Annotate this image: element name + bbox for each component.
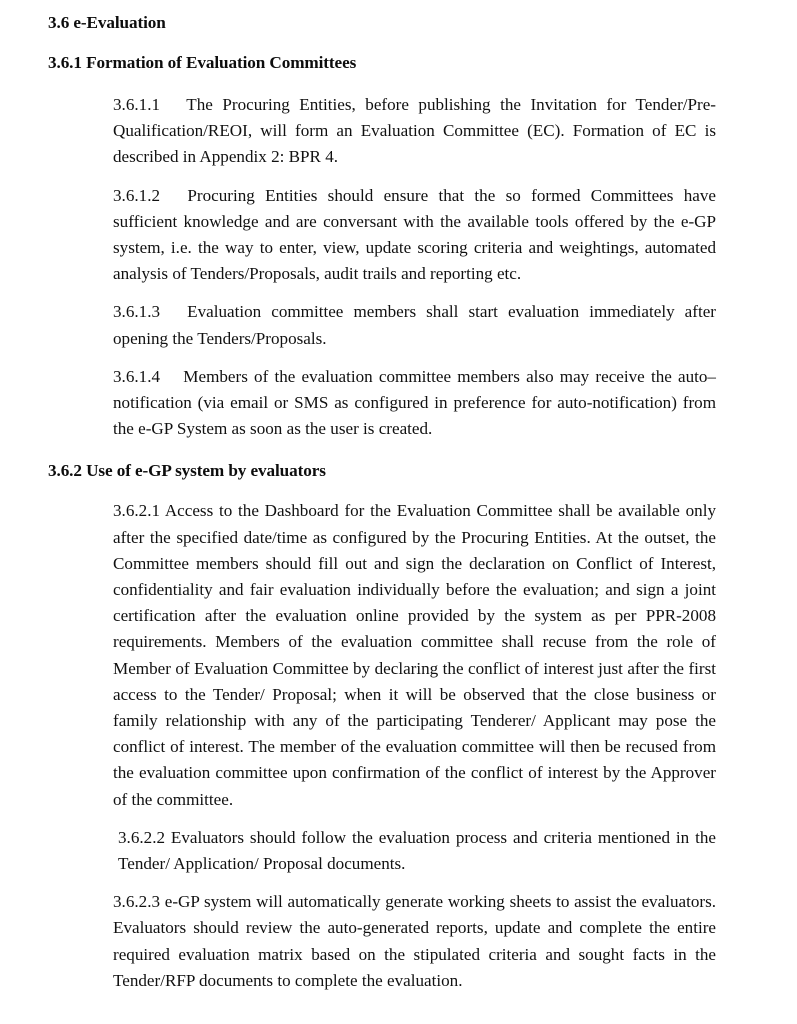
clause-number-gap — [160, 95, 186, 114]
clause-number-gap — [160, 186, 187, 205]
clause-3-6-2-1 — [113, 498, 716, 812]
clause-3-6-1-4 — [113, 364, 716, 443]
clause-number-3-6-1-1: 3.6.1.1 — [113, 95, 161, 114]
clause-text-3-6-2-1: Access to the Dashboard for the Evaluation Committee shall be available only after the specified date/time as configured by the Procuring Entities. At the outset, the Committee members should fill out and sign the declaration on Conflict of Interest, confidentiality and fair evaluation individually before the evaluation; and sign a joint certification after the evaluation online provided by the system as per PPR-2008 requirements. Members of the evaluation committee shall recuse from the role of Member of Evaluation Committee by declaring the conflict of interest just after the first access to the Tender/ Proposal; when it will be observed that the close business or family relationship with any of the participating Tenderer/ Applicant may pose the conflict of interest. The member of the evaluation committee will then be recused from the evaluation committee upon confirmation of the conflict of interest by the Approver of the committee. — [113, 501, 716, 809]
clause-number-gap — [160, 367, 183, 386]
clause-text-3-6-1-1: The Procuring Entities, before publishing the Invitation for Tender/Pre-Qualification/REOI, will form an Evaluation Committee (EC). Formation of EC is described in Appendix 2: BPR 4. — [113, 95, 716, 167]
clause-3-6-1-2 — [113, 183, 716, 288]
clause-text-3-6-1-4: Members of the evaluation committee members also may receive the auto–notification (via email or SMS as configured in preference for auto-notification) from the e-GP System as soon as the user is created. — [113, 366, 716, 439]
clause-number-3-6-2-2: 3.6.2.2 — [118, 827, 166, 847]
clause-text-3-6-2-3: e-GP system will automatically generate working sheets to assist the evaluators. Evaluators should review the auto-generated reports, update and complete the entire required evaluation matrix based on the stipulated criteria and sought facts in the Tender/RFP documents to complete the evaluation. — [113, 892, 716, 990]
subsection-heading-block-3-6-2 — [48, 460, 716, 482]
clause-number-gap — [160, 302, 187, 321]
clause-3-6-1-3 — [113, 299, 716, 351]
subsection-heading-use-of-egp-system-by-evaluators: 3.6.2 Use of e-GP system by evaluators — [48, 461, 326, 481]
clause-text-3-6-1-3: Evaluation committee members shall start evaluation immediately after opening the Tenders/Proposals. — [113, 302, 716, 348]
clause-number-3-6-2-3: 3.6.2.3 — [113, 892, 161, 912]
clause-text-3-6-1-2: Procuring Entities should ensure that the so formed Committees have sufficient knowledge and are conversant with the available tools offered by the e-GP system, i.e. the way to enter, view, update scoring criteria and weightings, automated analysis of Tenders/Proposals, audit trails and reporting etc. — [113, 185, 716, 284]
clause-number-3-6-1-4: 3.6.1.4 — [113, 366, 161, 386]
clause-3-6-2-2 — [118, 825, 716, 877]
clause-number-3-6-1-2: 3.6.1.2 — [113, 185, 161, 205]
clause-number-3-6-1-3: 3.6.1.3 — [113, 302, 161, 322]
clause-3-6-2-3 — [113, 889, 716, 994]
clause-number-3-6-2-1: 3.6.2.1 — [113, 501, 161, 521]
subsection-heading-formation-of-evaluation-committees: 3.6.1 Formation of Evaluation Committees — [48, 53, 357, 72]
clause-3-6-1-1 — [113, 92, 716, 171]
section-heading-e-evaluation: 3.6 e-Evaluation — [48, 13, 166, 32]
section-heading-block-3-6 — [48, 12, 716, 34]
clause-text-3-6-2-2: Evaluators should follow the evaluation process and criteria mentioned in the Tender/ Application/ Proposal documents. — [118, 827, 716, 874]
subsection-heading-block-3-6-1 — [48, 52, 716, 74]
document-body — [48, 12, 716, 994]
